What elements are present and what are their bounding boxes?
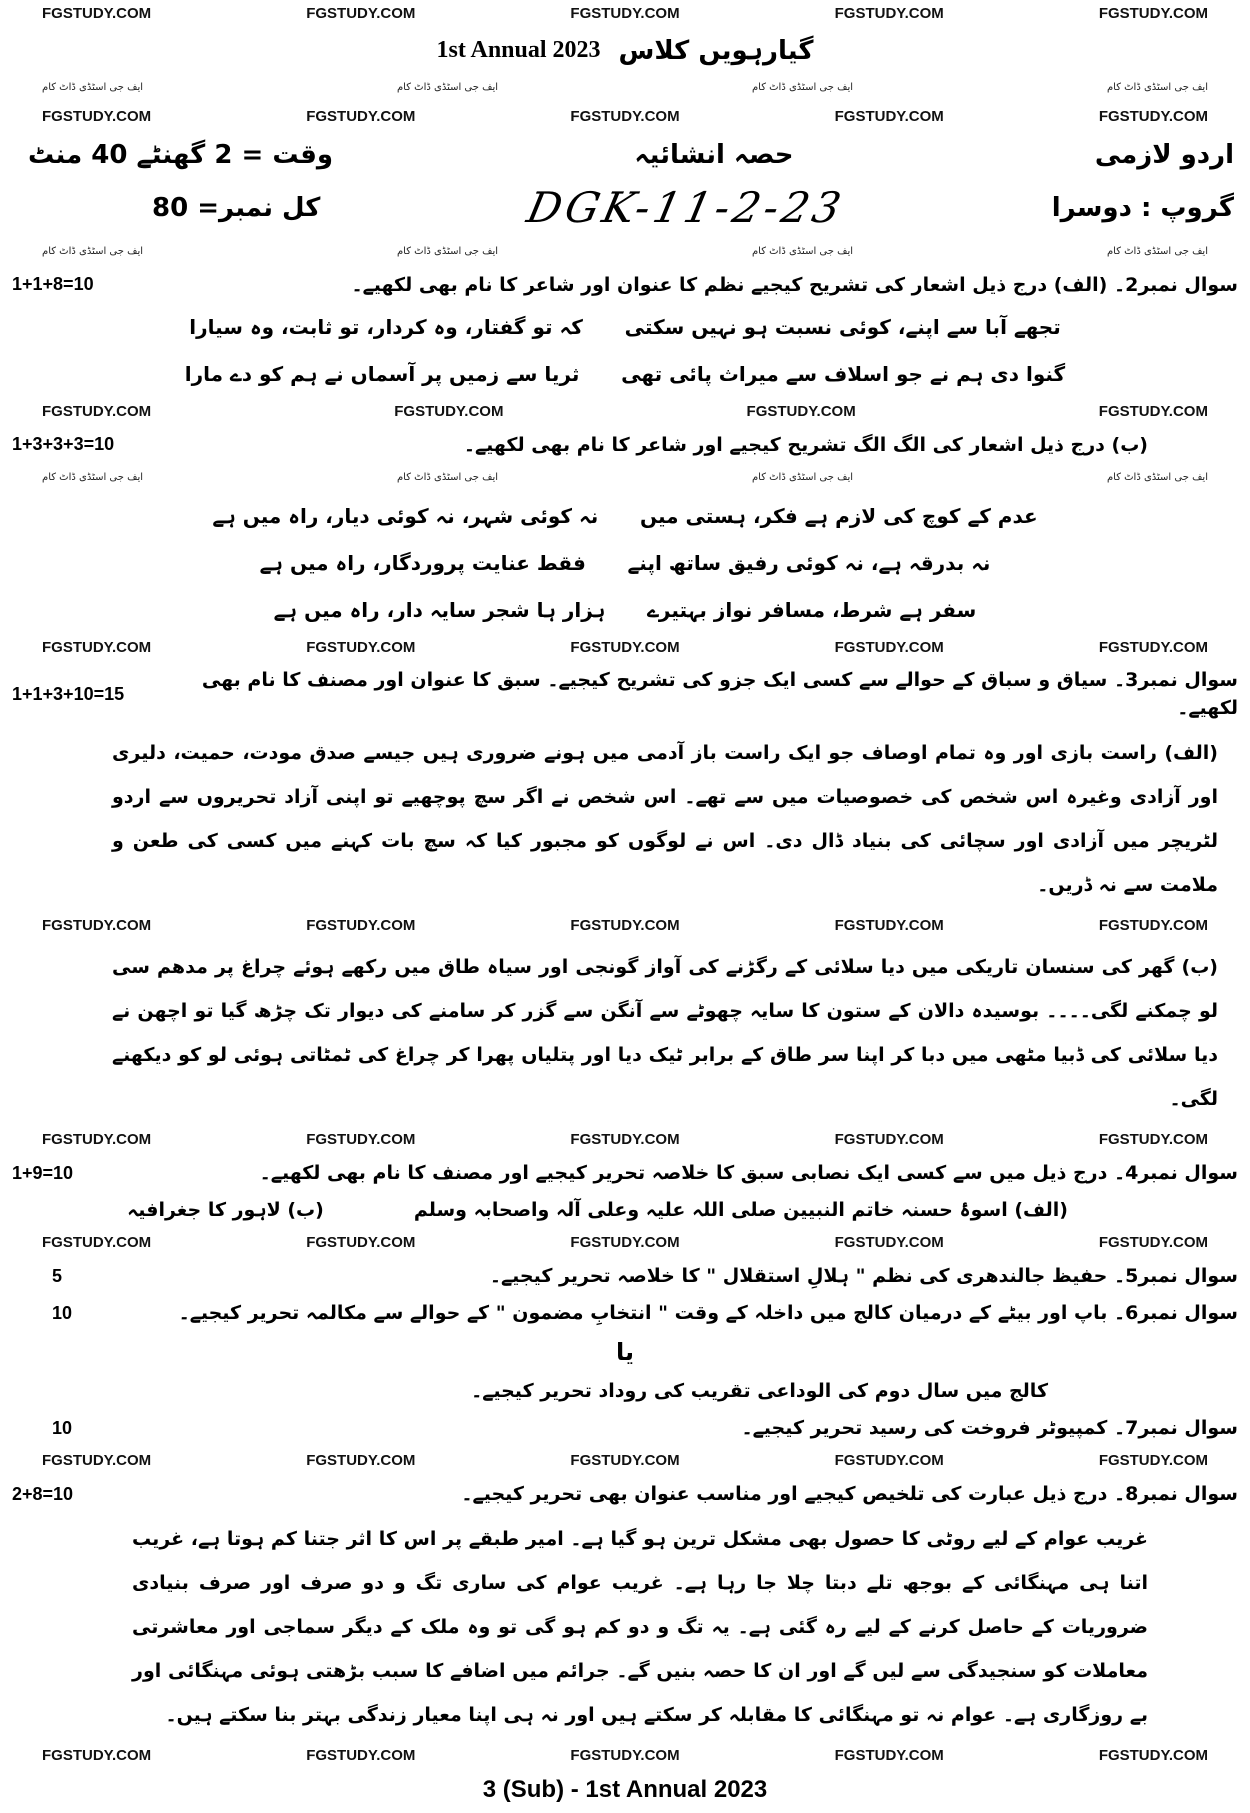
watermark-text: FGSTUDY.COM [570,1746,680,1764]
watermark-row [12,4,1238,24]
watermark-text: FGSTUDY.COM [570,1131,680,1149]
q4-options [12,1196,1238,1224]
watermark-text: FGSTUDY.COM [1098,402,1208,420]
q4-row [12,1159,1238,1187]
watermark-row [12,1130,1238,1150]
watermark-text: FGSTUDY.COM [570,1452,680,1470]
watermark-text: FGSTUDY.COM [834,917,944,935]
handwritten-code: DGK-11-2-23 [523,182,850,232]
watermark-text: FGSTUDY.COM [394,402,504,420]
watermark-text: FGSTUDY.COM [570,107,680,125]
q3-row [12,666,1238,722]
q2-marks: 1+1+8=10 [12,274,94,295]
q2-verse-2: گنوا دی ہم نے جو اسلاف سے میراث پائی تھی ثریا سے زمیں پر آسماں نے ہم کو دے مارا [184,361,1066,386]
watermark-text: FGSTUDY.COM [42,402,152,420]
class-title: گیارہویں کلاس [618,35,814,66]
watermark-text: FGSTUDY.COM [570,5,680,22]
watermark-text: FGSTUDY.COM [746,402,856,420]
q5-row [12,1262,1238,1290]
q7-marks: 10 [52,1417,73,1438]
watermark-text: FGSTUDY.COM [42,1452,152,1470]
exam-title: 1st Annual 2023 [436,37,601,64]
watermark-text-urdu: ایف جی اسٹڈی ڈاٹ کام [396,81,499,93]
total-marks: کل نمبر= 80 [152,192,321,223]
q3-title: سوال نمبر3۔ سیاق و سباق کے حوالے سے کسی ایک جزو کی تشریح کیجیے۔ سبق کا عنوان اور مصنف کا نام بھی لکھیے۔ [201,669,1238,720]
watermark-text: FGSTUDY.COM [834,1452,944,1470]
q5-marks: 5 [52,1265,63,1286]
watermark-text: FGSTUDY.COM [1098,1746,1208,1764]
q8-row [12,1480,1238,1508]
watermark-text: FGSTUDY.COM [42,1234,152,1252]
watermark-text-urdu: ایف جی اسٹڈی ڈاٹ کام [42,81,144,93]
subject: اردو لازمی [1094,139,1234,170]
q6-or-row [12,1336,1238,1368]
title-row [12,33,1238,69]
q4-option-a: (الف) اسوۂ حسنہ خاتم النبیین صلی اللہ علیہ وعلی آلہ واصحابہ وسلم [413,1199,1068,1222]
q6-or: یا [615,1338,635,1367]
q6-row [12,1299,1238,1327]
watermark-row [12,1233,1238,1253]
watermark-row [12,916,1238,936]
watermark-text: FGSTUDY.COM [834,1131,944,1149]
q7-row [12,1414,1238,1442]
watermark-text: FGSTUDY.COM [834,1234,944,1252]
watermark-text: FGSTUDY.COM [306,638,416,656]
watermark-text: FGSTUDY.COM [42,1131,152,1149]
q4-title: سوال نمبر4۔ درج ذیل میں سے کسی ایک نصابی سبق کا خلاصہ تحریر کیجیے اور مصنف کا نام بھی لکھیے۔ [259,1162,1238,1185]
group: گروپ : دوسرا [1051,192,1234,223]
q4-option-b: (ب) لاہور کا جغرافیہ [127,1199,324,1222]
watermark-text: FGSTUDY.COM [1098,5,1208,22]
section-title: حصہ انشائیہ [634,139,794,170]
watermark-row-urdu [12,468,1238,488]
q3-marks: 1+1+3+10=15 [12,683,125,704]
q2-row [12,271,1238,299]
watermark-text-urdu: ایف جی اسٹڈی ڈاٹ کام [396,245,499,257]
watermark-text: FGSTUDY.COM [1098,1452,1208,1470]
q3-passage-b: (ب) گھر کی سنسان تاریکی میں دیا سلائی کے رگڑنے کی آواز گونجی اور سیاہ طاق میں رکھے ہوئے چراغ پر مدھم سی لو چمکنے لگی۔۔۔۔ بوسیدہ دالان کے ستون کا سایہ چھوٹے سے آنگن سے گزر کر سامنے کی دیوار تک چڑھ گیا تو اچھن نے دیا سلائی کی ڈبیا مٹھی میں دبا کر اپنا سر طاق کے برابر ٹیک دیا اور پتلیاں پھرا کر چراغ کی ٹمٹاتی ہوئی لو کو دیکھنے لگی۔ [112,956,1218,1111]
watermark-text-urdu: ایف جی اسٹڈی ڈاٹ کام [42,245,144,257]
watermark-text-urdu: ایف جی اسٹڈی ڈاٹ کام [751,471,854,483]
watermark-text: FGSTUDY.COM [42,1746,152,1764]
watermark-text: FGSTUDY.COM [306,1234,416,1252]
watermark-row [12,107,1238,127]
page-footer: 3 (Sub) - 1st Annual 2023 [482,1775,768,1803]
q2b-verse-1: عدم کے کوچ کی لازم ہے فکر، ہستی میں نہ کوئی شہر، نہ کوئی دیار، راہ میں ہے [212,503,1038,528]
watermark-text: FGSTUDY.COM [42,107,152,125]
q2b-marks: 1+3+3+3=10 [12,434,115,455]
watermark-text: FGSTUDY.COM [834,107,944,125]
watermark-text-urdu: ایف جی اسٹڈی ڈاٹ کام [42,471,144,483]
watermark-text-urdu: ایف جی اسٹڈی ڈاٹ کام [396,471,499,483]
watermark-row [12,402,1238,422]
watermark-text-urdu: ایف جی اسٹڈی ڈاٹ کام [1106,81,1208,93]
watermark-text: FGSTUDY.COM [306,1746,416,1764]
watermark-row [12,1746,1238,1766]
q6-marks: 10 [52,1302,73,1323]
watermark-text: FGSTUDY.COM [306,917,416,935]
watermark-text: FGSTUDY.COM [306,5,416,22]
watermark-row [12,1451,1238,1471]
watermark-text: FGSTUDY.COM [306,1131,416,1149]
watermark-text: FGSTUDY.COM [42,917,152,935]
q2b-title: (ب) درج ذیل اشعار کی الگ الگ تشریح کیجیے اور شاعر کا نام بھی لکھیے۔ [463,433,1148,456]
q8-passage: غریب عوام کے لیے روٹی کا حصول بھی مشکل ترین ہو گیا ہے۔ امیر طبقے پر اس کا اثر جتنا کم ہوتا ہے، غریب اتنا ہی مہنگائی کے بوجھ تلے دبتا چلا جا رہا ہے۔ غریب عوام کی ساری تگ و دو صرف اور صرف بنیادی ضروریات کے حاصل کرنے کے لیے رہ گئی ہے۔ یہ تگ و دو کم ہو گی تو وہ ملک کے دیگر سماجی اور معاشرتی معاملات کو سنجیدگی سے لیں گے اور ان کا حصہ بنیں گے۔ جرائم میں اضافے کا سبب بڑھتی ہوئی مہنگائی اور بے روزگاری ہے۔ عوام نہ تو مہنگائی کا مقابلہ کر سکتے ہیں اور نہ ہی اپنا معیار زندگی بہتر بنا سکتے ہیں۔ [132,1528,1148,1726]
q2-verse-1: تجھے آبا سے اپنے، کوئی نسبت ہو نہیں سکتی کہ تو گفتار، وہ کردار، تو ثابت، وہ سیارا [189,314,1061,339]
q8-marks: 2+8=10 [12,1483,74,1504]
watermark-text-urdu: ایف جی اسٹڈی ڈاٹ کام [751,245,854,257]
watermark-text: FGSTUDY.COM [306,1452,416,1470]
q6-title: سوال نمبر6۔ باپ اور بیٹے کے درمیان کالج میں داخلہ کے وقت " انتخابِ مضمون " کے حوالے سے مکالمہ تحریر کیجیے۔ [178,1302,1238,1325]
q2b-row [12,431,1238,459]
watermark-text: FGSTUDY.COM [834,5,944,22]
subject-row [12,136,1238,174]
watermark-row [12,638,1238,658]
q2b-verse-2: نہ بدرقہ ہے، نہ کوئی رفیق ساتھ اپنے فقط عنایت پروردگار، راہ میں ہے [259,550,991,575]
group-row [12,183,1238,233]
watermark-text: FGSTUDY.COM [1098,638,1208,656]
q4-marks: 1+9=10 [12,1162,74,1183]
watermark-text-urdu: ایف جی اسٹڈی ڈاٹ کام [1106,471,1208,483]
watermark-text: FGSTUDY.COM [570,1234,680,1252]
watermark-text: FGSTUDY.COM [570,917,680,935]
time-allowed: وقت = 2 گھنٹے 40 منٹ [28,139,334,170]
q7-title: سوال نمبر7۔ کمپیوٹر فروخت کی رسید تحریر کیجیے۔ [741,1417,1238,1440]
footer-row [12,1775,1238,1805]
watermark-text: FGSTUDY.COM [834,1746,944,1764]
q6-alt-row [12,1377,1238,1405]
watermark-text-urdu: ایف جی اسٹڈی ڈاٹ کام [1106,245,1208,257]
q5-title: سوال نمبر5۔ حفیظ جالندھری کی نظم " ہلالِ استقلال " کا خلاصہ تحریر کیجیے۔ [489,1265,1238,1288]
q6-alternative: کالج میں سال دوم کی الوداعی تقریب کی روداد تحریر کیجیے۔ [471,1380,1048,1403]
q8-title: سوال نمبر8۔ درج ذیل عبارت کی تلخیص کیجیے اور مناسب عنوان بھی تحریر کیجیے۔ [461,1483,1238,1506]
q2b-verse-3: سفر ہے شرط، مسافر نواز بہتیرے ہزار ہا شجر سایہ دار، راہ میں ہے [273,597,977,622]
watermark-text: FGSTUDY.COM [1098,1131,1208,1149]
watermark-text: FGSTUDY.COM [42,638,152,656]
watermark-text: FGSTUDY.COM [306,107,416,125]
watermark-text: FGSTUDY.COM [834,638,944,656]
watermark-text: FGSTUDY.COM [42,5,152,22]
q3-passage-a: (الف) راست بازی اور وہ تمام اوصاف جو ایک راست باز آدمی میں ہونے ضروری ہیں جیسے صدق مودت، حمیت، دلیری اور آزادی وغیرہ اس شخص کی خصوصیات میں سے تھے۔ اس شخص نے اگر سچ پوچھیے تو اپنی آزاد تحریروں سے اردو لٹریچر میں آزادی اور سچائی کی بنیاد ڈال دی۔ اس نے لوگوں کو مجبور کیا کہ سچ بات کہنے میں کسی کی طعن و ملامت سے نہ ڈریں۔ [112,742,1218,897]
watermark-text: FGSTUDY.COM [570,638,680,656]
watermark-text: FGSTUDY.COM [1098,107,1208,125]
q2-title: سوال نمبر2۔ (الف) درج ذیل اشعار کی تشریح کیجیے نظم کا عنوان اور شاعر کا نام بھی لکھیے۔ [351,273,1238,296]
watermark-text: FGSTUDY.COM [1098,917,1208,935]
watermark-row-urdu [12,78,1238,98]
watermark-text-urdu: ایف جی اسٹڈی ڈاٹ کام [751,81,854,93]
watermark-row-urdu [12,242,1238,262]
watermark-text: FGSTUDY.COM [1098,1234,1208,1252]
